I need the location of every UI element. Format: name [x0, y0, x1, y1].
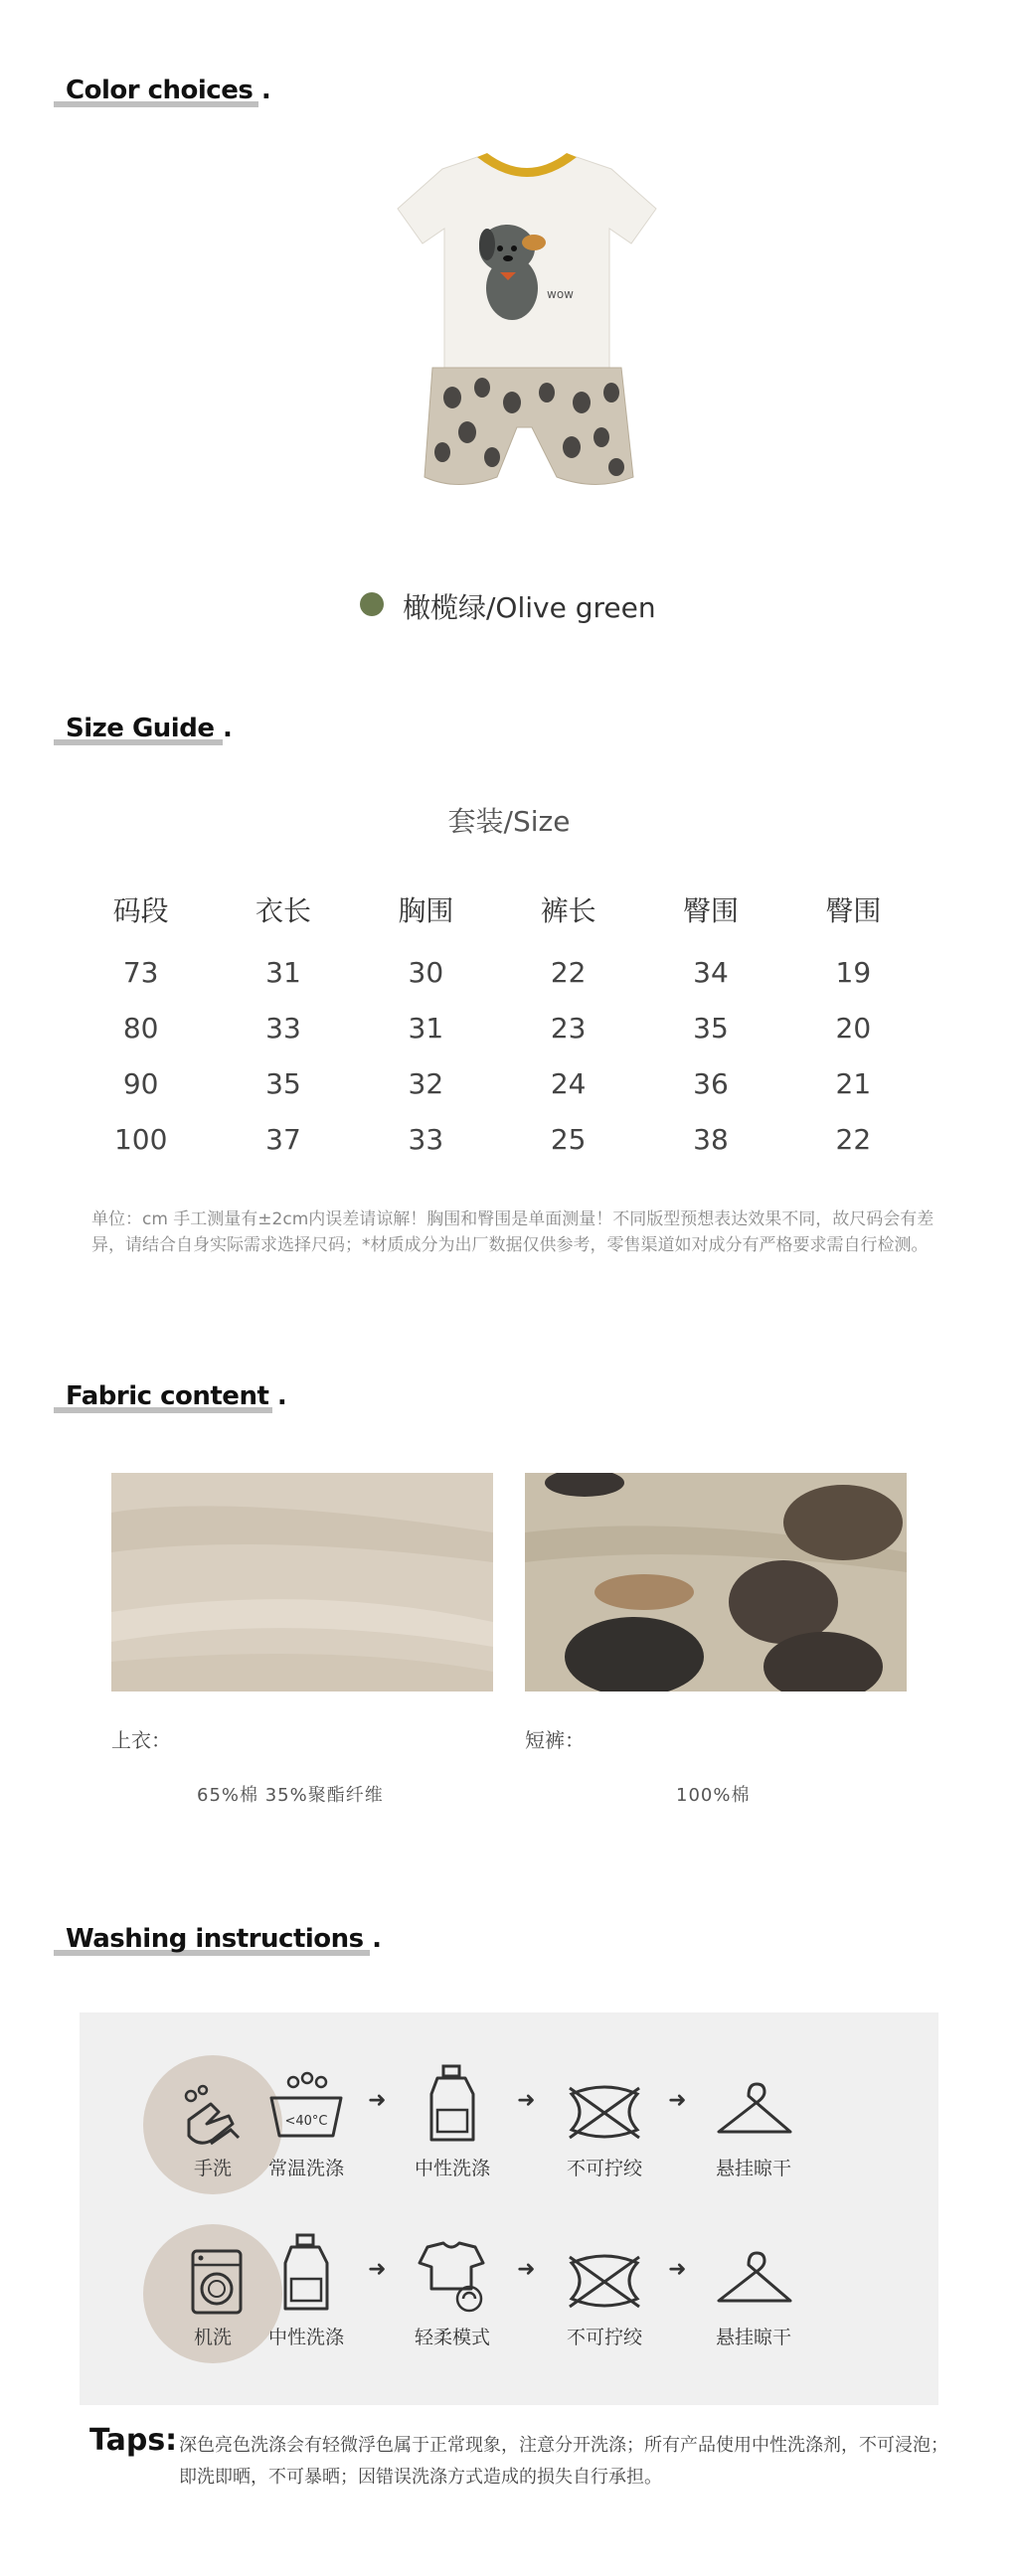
arrow-icon: ➜: [368, 2257, 387, 2282]
header-cell: 衣长: [254, 894, 311, 927]
table-row: [70, 1055, 925, 1111]
fabric-top-image: [111, 1473, 493, 1691]
table-row: [70, 944, 925, 1000]
section-title-washing: Washing instructions .: [66, 1924, 382, 1954]
fabric-top-label: 上衣：: [111, 1728, 171, 1752]
step-label: 悬挂晾干: [715, 2327, 791, 2348]
header-cell: 胸围: [398, 894, 454, 927]
table-cell: 25: [550, 1122, 587, 1156]
table-cell: 31: [265, 955, 301, 989]
table-cell: 31: [408, 1011, 444, 1045]
header-cell: 裤长: [540, 894, 596, 927]
fabric-shorts-value: 100%棉: [676, 1785, 751, 1806]
table-cell: 32: [408, 1066, 444, 1100]
taps-title: Taps:: [89, 2423, 178, 2458]
table-cell: 38: [693, 1122, 729, 1156]
table-cell: 20: [835, 1011, 872, 1045]
table-cell: 37: [265, 1122, 301, 1156]
temp-mark: <40°C: [284, 2114, 328, 2129]
table-cell: 35: [693, 1011, 729, 1045]
header-cell: 码段: [112, 894, 169, 927]
washing-machine-icon: [171, 2245, 260, 2325]
size-note: 单位：cm 手工测量有±2cm内误差请谅解！胸围和臀围是单面测量！不同版型预想表达效果不同，故尺码会有差异，请结合自身实际需求选择尺码；*材质成分为出厂数据仅供参考，零售渠道如对成分有严格要求需自行检测。: [91, 1209, 934, 1255]
svg-text:wow: wow: [547, 287, 574, 301]
no-wring-icon: [560, 2243, 649, 2323]
hand-wash-label: 手洗: [193, 2158, 232, 2179]
table-cell: 90: [122, 1066, 159, 1100]
step-label: 悬挂晾干: [715, 2158, 791, 2179]
table-cell: 23: [550, 1011, 587, 1045]
table-cell: 80: [122, 1011, 159, 1045]
table-cell: 33: [408, 1122, 444, 1156]
hand-wash-icon: [171, 2082, 260, 2162]
no-wring-icon: [560, 2074, 649, 2154]
fabric-shorts-label: 短裤：: [525, 1728, 585, 1752]
hang-dry-icon: [709, 2074, 798, 2154]
arrow-icon: ➜: [368, 2088, 387, 2113]
section-title-color: Color choices .: [66, 76, 271, 105]
arrow-icon: ➜: [668, 2257, 687, 2282]
table-cell: 19: [835, 955, 872, 989]
fabric-shorts-image: [525, 1473, 907, 1691]
size-table-header: [70, 875, 925, 944]
step-label: 中性洗涤: [267, 2327, 344, 2348]
step-label: 常温洗涤: [267, 2158, 344, 2179]
table-cell: 22: [550, 955, 587, 989]
neutral-detergent-icon: [408, 2064, 497, 2144]
color-label: 橄榄绿/Olive green: [403, 591, 656, 624]
size-table: [70, 875, 925, 1167]
table-cell: 30: [408, 955, 444, 989]
table-cell: 73: [122, 955, 159, 989]
hang-dry-icon: [709, 2243, 798, 2323]
neutral-detergent-icon: [261, 2233, 351, 2313]
table-cell: 33: [265, 1011, 301, 1045]
washing-panel: [80, 2012, 938, 2405]
color-swatch: [360, 592, 384, 616]
step-label: 轻柔模式: [414, 2327, 490, 2348]
arrow-icon: ➜: [517, 2257, 536, 2282]
size-caption: 套装/Size: [447, 805, 571, 838]
table-cell: 36: [693, 1066, 729, 1100]
table-row: [70, 1000, 925, 1055]
arrow-icon: ➜: [668, 2088, 687, 2113]
gentle-mode-icon: [408, 2239, 497, 2319]
arrow-icon: ➜: [517, 2088, 536, 2113]
table-row: [70, 1111, 925, 1167]
product-image: [383, 149, 671, 527]
table-cell: 21: [835, 1066, 872, 1100]
table-cell: 24: [550, 1066, 587, 1100]
header-cell: 臀围: [825, 894, 882, 927]
header-cell: 臀围: [682, 894, 739, 927]
table-cell: 100: [113, 1122, 168, 1156]
normal-temp-wash-icon: [261, 2070, 351, 2150]
section-title-size: Size Guide .: [66, 714, 233, 743]
machine-wash-label: 机洗: [193, 2327, 232, 2348]
step-label: 不可拧绞: [566, 2158, 642, 2179]
table-cell: 22: [835, 1122, 872, 1156]
section-title-fabric: Fabric content .: [66, 1381, 287, 1411]
step-label: 中性洗涤: [414, 2158, 490, 2179]
step-label: 不可拧绞: [566, 2327, 642, 2348]
table-cell: 34: [693, 955, 729, 989]
taps-text: 深色亮色洗涤会有轻微浮色属于正常现象，注意分开洗涤；所有产品使用中性洗涤剂，不可浸泡；即洗即晒，不可暴晒；因错误洗涤方式造成的损失自行承担。: [179, 2435, 948, 2488]
fabric-top-value: 65%棉 35%聚酯纤维: [197, 1785, 384, 1806]
table-cell: 35: [265, 1066, 301, 1100]
